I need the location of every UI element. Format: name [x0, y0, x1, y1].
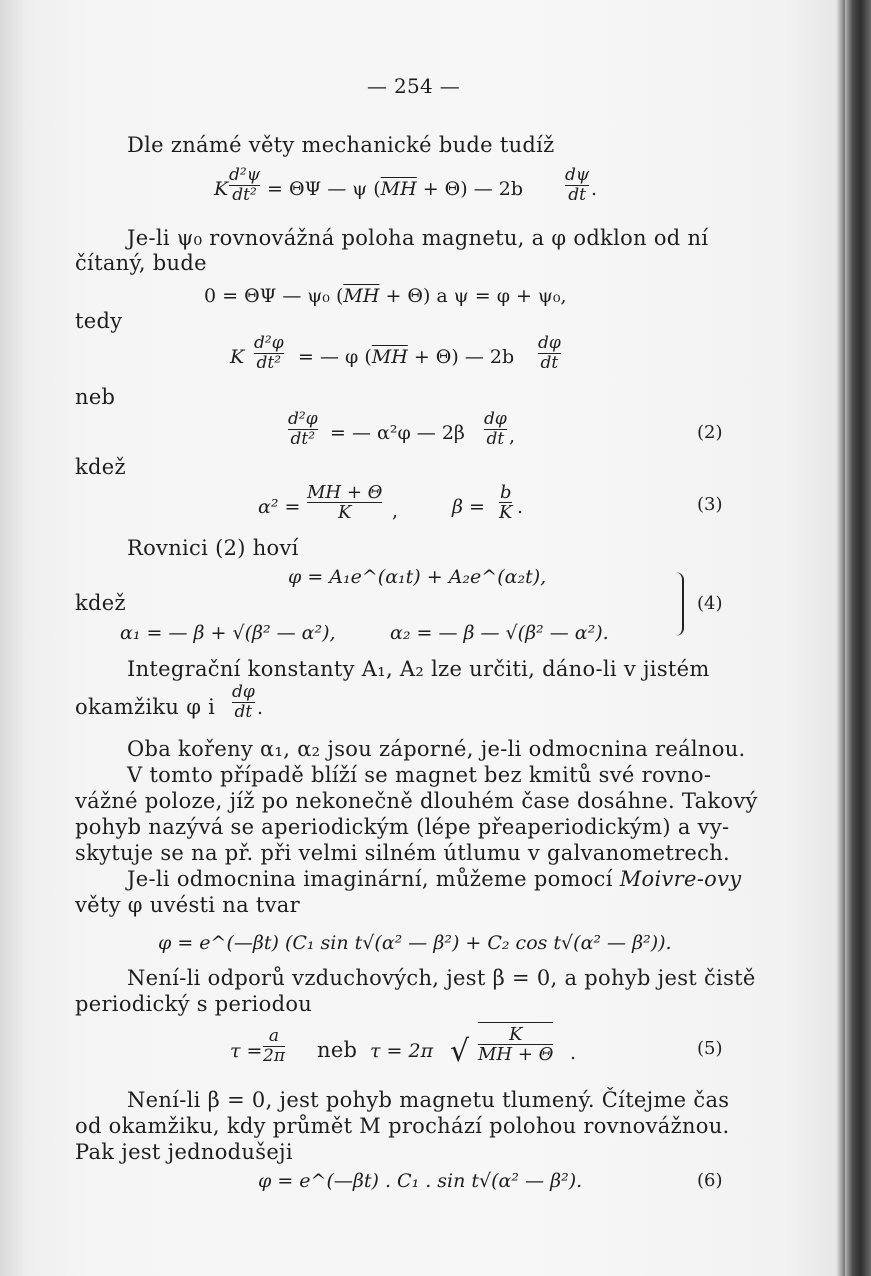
eq-punct: ,: [392, 500, 399, 522]
fraction: d²φ dt²: [288, 409, 318, 449]
equation-number: (3): [697, 494, 723, 515]
text-line: neb: [75, 385, 116, 409]
text-line: Je-li odmocnina imaginární, můžeme pomocí Moivre-ovy: [127, 867, 742, 891]
equation-9: φ = e^(—βt) (C₁ sin t√(α² — β²) + C₂ cos t√(α² — β²)).: [158, 932, 672, 954]
eq-text: τ =: [230, 1040, 263, 1062]
fraction: b K: [499, 482, 513, 523]
eq-text: = — α²φ — 2β: [330, 422, 465, 444]
fraction: MH + Θ K: [307, 482, 383, 523]
text-line: pohyb nazývá se aperiodickým (lépe přeaperiodickým) a vy-: [75, 815, 730, 839]
eq-text: α² =: [258, 496, 301, 518]
text-line: Rovnici (2) hoví: [127, 536, 299, 560]
brace: [672, 572, 684, 636]
sqrt-sign: √: [450, 1034, 470, 1069]
text-line: vážné poloze, jíž po nekonečně dlouhém čase dosáhne. Takový: [75, 789, 758, 813]
text-line: čítaný, bude: [75, 251, 207, 275]
text-line: Oba kořeny α₁, α₂ jsou záporné, je-li odmocnina reálnou.: [127, 737, 746, 761]
equation-6: φ = A₁e^(α₁t) + A₂e^(α₂t),: [288, 566, 547, 588]
denominator: dt²: [232, 185, 257, 205]
eq-punct: .: [257, 697, 264, 719]
eq-text: neb: [317, 1038, 358, 1062]
eq-punct: .: [591, 178, 598, 200]
fraction: dφ dt: [538, 333, 561, 373]
equation-number: (5): [697, 1038, 723, 1059]
equation-7a: α₁ = — β + √(β² — α²),: [120, 622, 336, 644]
text-line: Integrační konstanty A₁, A₂ lze určiti, dáno-li v jistém: [127, 657, 710, 681]
text-line: kdež: [75, 591, 126, 615]
fraction: a 2π: [263, 1026, 285, 1066]
fraction: d²φ dt²: [254, 333, 284, 373]
text-line: Je-li ψ₀ rovnovážná poloha magnetu, a φ odklon od ní: [127, 226, 709, 250]
equation-2: 0 = ΘΨ — ψ₀ $(\overline{MH} + \Theta)$ a ψ = φ + ψ₀,: [204, 285, 567, 307]
text-line: periodický s periodou: [75, 992, 313, 1016]
equation-number: (4): [697, 593, 723, 614]
page-number: — 254 —: [367, 74, 460, 98]
equation-11: φ = e^(—βt) . C₁ . sin t√(α² — β²).: [258, 1170, 583, 1192]
text-line: kdež: [75, 455, 126, 479]
fraction: dφ dt: [484, 409, 507, 449]
page-edge-shadow: [845, 0, 871, 1276]
fraction: K MH + Θ: [478, 1024, 554, 1065]
fraction: dφ dt: [232, 682, 255, 722]
eq-text: = — φ $(\overline{MH} + \Theta)$ — 2b: [298, 346, 515, 368]
eq-text: τ = 2π: [370, 1040, 434, 1062]
equation-number: (6): [697, 1170, 723, 1191]
text-line: od okamžiku, kdy průmět M prochází polohou rovnovážnou.: [75, 1114, 730, 1138]
text-line: okamžiku φ i: [75, 695, 216, 719]
text-line: V tomto případě blíží se magnet bez kmitů své rovno-: [127, 763, 712, 787]
text-line: tedy: [75, 309, 123, 333]
text-line: věty φ uvésti na tvar: [75, 893, 300, 917]
text-line: Není-li β = 0, jest pohyb magnetu tlumený. Čítejme čas: [127, 1088, 730, 1112]
equation-number: (2): [697, 422, 723, 443]
eq-text: = ΘΨ — ψ $(\overline{MH} + \Theta)$ — 2b: [267, 178, 523, 200]
eq-symbol: K: [214, 178, 229, 200]
equation-7b: α₂ = — β — √(β² — α²).: [390, 622, 609, 644]
eq-text: β =: [452, 496, 485, 518]
eq-symbol: K: [230, 346, 245, 368]
eq-punct: .: [570, 1042, 577, 1064]
numerator: d²ψ: [229, 165, 261, 185]
eq-punct: .: [517, 496, 524, 518]
fraction: dψ dt: [565, 165, 590, 205]
eq-punct: ,: [509, 425, 516, 447]
text-line: Dle známé věty mechanické bude tudíž: [127, 133, 555, 157]
text-line: Pak jest jednodušeji: [75, 1140, 293, 1164]
text-line: skytuje se na př. při velmi silném útlumu v galvanometrech.: [75, 841, 731, 865]
fraction: [229, 166, 260, 205]
text-line: Není-li odporů vzduchových, jest β = 0, a pohyb jest čistě: [127, 966, 756, 990]
